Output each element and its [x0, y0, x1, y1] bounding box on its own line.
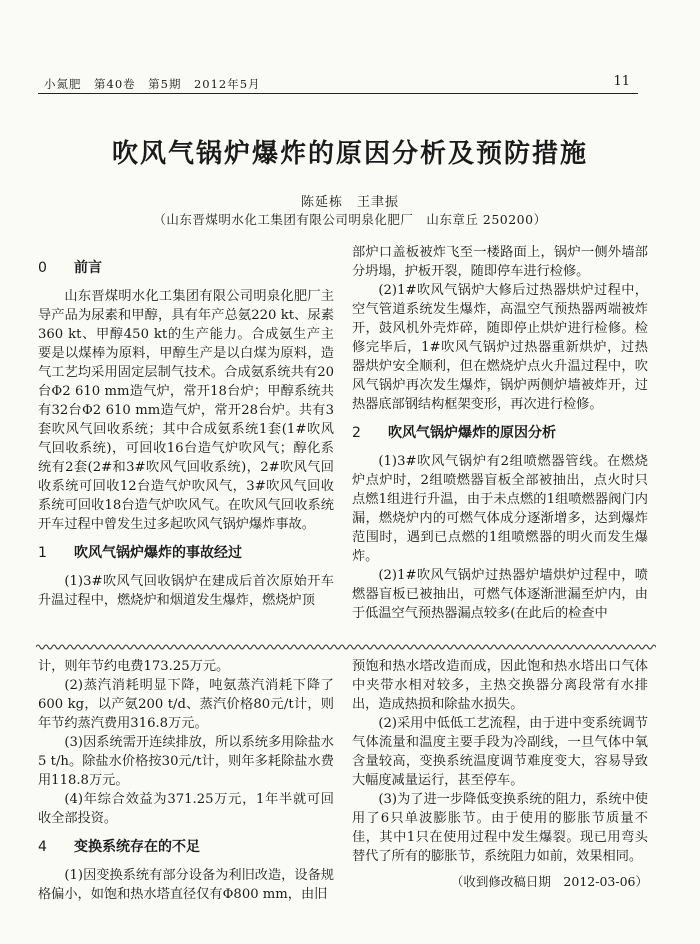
- paragraph: (1)3#吹风气锅炉有2组喷燃器管线。在燃烧炉点炉时，2组喷燃器盲板全部被抽出，点火时只点燃1组进行升温，由于未点燃的1组喷燃器阀门内漏，燃烧炉内的可燃气体成分逐渐增多，达到爆炸范围时，遇到已点燃的1组喷燃器的明火而发生爆炸。: [352, 454, 648, 564]
- paragraph: 计，则年节约电费173.25万元。: [38, 659, 230, 674]
- section-title: 吹风气锅炉爆炸的原因分析: [388, 425, 556, 441]
- section-0-heading: [38, 258, 334, 278]
- paragraph: (4)年综合效益为371.25万元，1年半就可回收全部投资。: [38, 792, 334, 826]
- lower-left-column: [38, 657, 334, 904]
- section-title: 吹风气锅炉爆炸的事故经过: [74, 545, 242, 561]
- wavy-separator: [36, 642, 656, 652]
- journal-header: 小氮肥 第40卷 第5期 2012年5月: [44, 77, 261, 91]
- section-number: 0: [38, 260, 47, 276]
- header-rule: [38, 93, 638, 94]
- paragraph: (2)蒸汽消耗明显下降，吨氨蒸汽消耗下降了600 kg，以产氨200 t/d、蒸汽价格80元/t计，则年节约蒸汽费用316.8万元。: [38, 678, 334, 731]
- section-1-heading: [38, 543, 334, 563]
- authors: 陈延栋 王聿振: [300, 195, 399, 210]
- upper-right-column: [352, 243, 648, 623]
- section-title: 前言: [74, 260, 102, 276]
- paragraph: (1)因变换系统有部分设备为利旧改造，设备规格偏小，如饱和热水塔直径仅有Φ800 mm，由旧: [38, 868, 334, 902]
- paragraph: 预饱和热水塔改造而成，因此饱和热水塔出口气体中夹带水相对较多，主热交换器分离段常有水排出，造成热损和除盐水损失。: [352, 659, 648, 712]
- section-number: 2: [352, 425, 361, 441]
- upper-left-column: [38, 258, 334, 610]
- section-number: 1: [38, 545, 47, 561]
- section-2-heading: [352, 423, 648, 443]
- section-title: 变换系统存在的不足: [74, 839, 200, 855]
- section-4-heading: [38, 837, 334, 857]
- paragraph: (2)采用中低低工艺流程，由于进中变系统调节气体流量和温度主要手段为冷副线，一旦气体中氧含量较高，变换系统温度调节难度变大，容易导致大幅度减量运行，甚至停车。: [352, 716, 648, 788]
- paragraph: (2)1#吹风气锅炉大修后过热器烘炉过程中，空气管道系统发生爆炸，高温空气预热器两端被炸开，鼓风机外壳炸碎，随即停止烘炉进行检修。检修完毕后，1#吹风气锅炉过热器重新烘炉，过热器烘炉安全顺利，但在燃烧炉点火升温过程中，吹风气锅炉再次发生爆炸，锅炉两侧炉墙被炸开，过热器底部钢结构框架变形，再次进行检修。: [352, 283, 648, 412]
- paragraph: (3)因系统需开连续排放，所以系统多用除盐水5 t/h。除盐水价格按30元/t计，则年多耗除盐水费用118.8万元。: [38, 735, 334, 788]
- paragraph: 山东晋煤明水化工集团有限公司明泉化肥厂主导产品为尿素和甲醇，具有年产总氨220 kt、尿素360 kt、甲醇450 kt的生产能力。合成氨生产主要是以煤棒为原料，甲醇生产是以白煤为原料，造气工艺均采用固定层制气技术。合成氨系统共有20台Φ2 610 mm造气炉，常开18台炉；甲醇系统共有32台Φ2 610 mm造气炉，常开28台炉。共有3套吹风气回收系统；其中合成氨系统1套(1#吹风气回收系统)，可回收16台造气炉吹风气；醇化系统有2套(2#和3#吹风气回收系统)，2#吹风气回收系统可回收12台造气炉吹风气，3#吹风气回收系统可回收18台造气炉吹风气。在吹风气回收系统开车过程中曾发生过多起吹风气锅炉爆炸事故。: [38, 289, 334, 532]
- affiliation: （山东晋煤明水化工集团有限公司明泉化肥厂 山东章丘 250200）: [153, 212, 547, 227]
- paragraph: 部炉口盖板被炸飞至一楼路面上，锅炉一侧外墙部分坍塌，护板开裂，随即停车进行检修。: [352, 245, 648, 279]
- paragraph: (1)3#吹风气回收锅炉在建成后首次原始开车升温过程中，燃烧炉和烟道发生爆炸，燃烧炉顶: [38, 574, 334, 608]
- article-title: 吹风气锅炉爆炸的原因分析及预防措施: [111, 139, 588, 169]
- page-number: 11: [613, 74, 630, 89]
- paragraph: (2)1#吹风气锅炉过热器炉墙烘炉过程中，喷燃器盲板已被抽出，可燃气体逐渐泄漏至炉内，由于低温空气预热器漏点较多(在此后的检查中: [352, 568, 648, 621]
- lower-right-column: [352, 657, 648, 891]
- received-date: （收到修改稿日期 2012-03-06）: [450, 874, 648, 889]
- section-number: 4: [38, 839, 47, 855]
- paragraph: (3)为了进一步降低变换系统的阻力，系统中使用了6只单波膨胀节。由于使用的膨胀节质量不佳，其中1只在使用过程中发生爆裂。现已用弯头替代了所有的膨胀节，系统阻力如前，效果相同。: [352, 792, 648, 864]
